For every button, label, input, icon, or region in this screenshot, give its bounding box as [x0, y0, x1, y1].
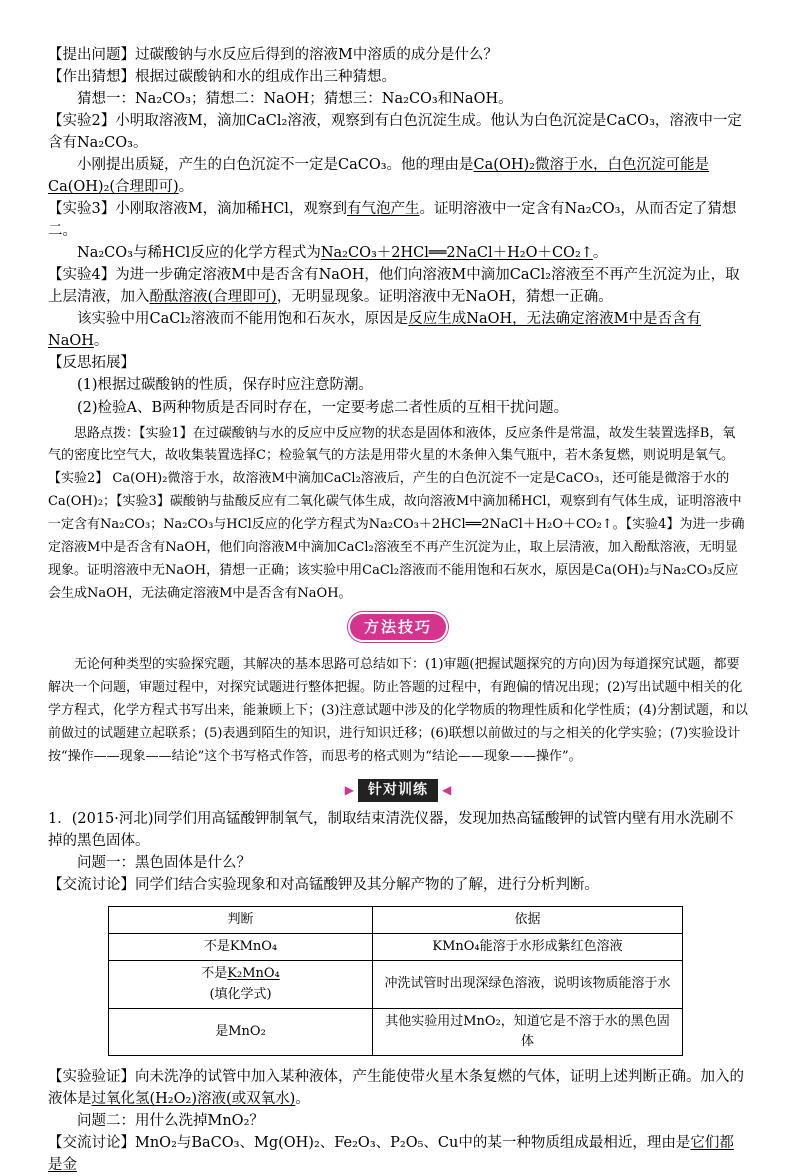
text-line: 【实验2】小明取溶液M，滴加CaCl₂溶液，观察到有白色沉淀生成。他认为白色沉淀是CaCO₃，溶液中一定含有Na₂CO₃。: [48, 113, 742, 152]
text-span: Na₂CO₃与稀HCl反应的化学方程式为: [77, 245, 321, 262]
table-cell: 是MnO₂: [109, 1008, 373, 1055]
text-line: 问题一：黑色固体是什么？: [77, 855, 251, 872]
table-header-row: [109, 907, 683, 934]
method-banner: 方法技巧: [350, 614, 446, 641]
practice-banner-wrap: [48, 779, 748, 802]
answer-blank: K₂MnO₄: [227, 966, 280, 982]
table-cell: 冲洗试管时出现深绿色溶液，说明该物质能溶于水: [373, 961, 683, 1008]
judgement-table: [108, 906, 683, 1056]
method-paragraph: 无论何种类型的实验探究题，其解决的基本思路可总结如下：(1)审题(把握试题探究的方向)因为每道探究试题，都要解决一个问题，审题过程中，对探究试题进行整体把握。防止答题的过程中，有跑偏的情况出现；(2)写出试题中相关的化学方程式，化学方程式书写出来，能兼顾上下；(3)注意试题中涉及的化学物质的物理性质和化学性质；(4)分割试题，和以前做过的试题建立起联系；(5)表遇到陌生的知识，进行知识迁移；(6)联想以前做过的与之相关的化学实验；(7)实验设计按“操作——现象——结论”这个书写格式作答，而思考的格式则为“结论——现象——操作”。: [48, 657, 748, 764]
analysis-paragraph: 思路点拨：【实验1】在过碳酸钠与水的反应中反应物的状态是固体和液体，反应条件是常温，故发生装置选择B，氧气的密度比空气大，故收集装置选择C；检验氧气的方法是用带火星的木条伸入集气瓶中，若木条复燃，则说明是氧气。【实验2】 Ca(OH)₂微溶于水，故溶液M中滴加CaCl₂溶液后，产生的白色沉淀不一定是CaCO₃，还可能是微溶于水的Ca(OH)₂；【实验3】碳酸钠与盐酸反应有二氧化碳气体生成，故向溶液M中滴加稀HCl，观察到有气体生成，证明溶液中一定含有Na₂CO₃；Na₂CO₃与HCl反应的化学方程式为Na₂CO₃＋2HCl══2NaCl＋H₂O＋CO₂↑。【实验4】为进一步确定溶液M中是否含有NaOH，他们向溶液M中滴加CaCl₂溶液至不再产生沉淀为止，取上层清液，加入酚酞溶液，无明显现象。证明溶液中无NaOH，猜想一正确；该实验中用CaCl₂溶液而不能用饱和石灰水，原因是Ca(OH)₂与Na₂CO₃反应会生成NaOH，无法确定溶液M中是否含有NaOH。: [48, 425, 745, 601]
table-row: [109, 1008, 683, 1055]
text-span: ，无明显现象。证明溶液中无NaOH，猜想一正确。: [276, 289, 613, 306]
text-span: 。: [295, 1090, 310, 1107]
text-line: [48, 308, 748, 352]
question-stem: 1．(2015·河北)同学们用高锰酸钾制氧气，制取结束清洗仪器，发现加热高锰酸钾的试管内壁有用水洗刷不掉的黑色固体。: [48, 810, 734, 849]
document-body: [48, 44, 748, 1176]
text-span: (填化学式): [209, 986, 272, 1002]
text-line: [48, 1066, 748, 1110]
answer-blank: Na₂CO₃＋2HCl══2NaCl＋H₂O＋CO₂↑: [320, 245, 593, 262]
text-line: [48, 1132, 748, 1176]
answer-blank: 有气泡产生: [346, 201, 420, 218]
text-span: 。: [178, 179, 194, 196]
text-span: 。: [592, 245, 608, 262]
text-line: (1)根据过碳酸钠的性质，保存时应注意防潮。: [77, 377, 374, 394]
text-line: (2)检验A、B两种物质是否同时存在，一定要考虑二者性质的互相干扰问题。: [77, 399, 569, 416]
table-cell: KMnO₄能溶于水形成紫红色溶液: [373, 934, 683, 961]
text-line: 【提出问题】过碳酸钠与水反应后得到的溶液M中溶质的成分是什么？: [48, 47, 498, 63]
text-line: [48, 264, 748, 308]
table-cell: [109, 961, 373, 1008]
table-header-cell: 判断: [109, 907, 373, 934]
text-span: 【实验验证】向未洗净的试管中加入某种液体，产生能使带火星木条复燃的气体，证明上述判断正确。加入的液体是: [48, 1068, 744, 1107]
answer-blank: 酚酞溶液(合理即可): [149, 289, 277, 306]
text-span: 。: [93, 333, 109, 350]
text-line: 猜想一：Na₂CO₃；猜想二：NaOH；猜想三：Na₂CO₃和NaOH。: [77, 91, 513, 108]
text-line: 【交流讨论】同学们结合实验现象和对高锰酸钾及其分解产物的了解，进行分析判断。: [48, 877, 599, 894]
text-span: 小刚提出质疑，产生的白色沉淀不一定是CaCO₃。他的理由是: [77, 157, 474, 174]
answer-blank: Ca(OH)₂微溶于水，白色沉淀可能是Ca(OH)₂(合理即可): [48, 157, 709, 196]
practice-banner: 针对训练: [358, 779, 438, 802]
text-span: 不是: [201, 966, 228, 982]
text-line: [48, 154, 748, 198]
table-cell: 不是KMnO₄: [109, 934, 373, 961]
text-line: 【作出猜想】根据过碳酸钠和水的组成作出三种猜想。: [48, 69, 396, 86]
table-header-cell: 依据: [373, 907, 683, 934]
text-span: 【实验3】小刚取溶液M，滴加稀HCl，观察到: [48, 201, 347, 218]
table-row: [109, 934, 683, 961]
text-line: 问题二：用什么洗掉MnO₂？: [77, 1113, 264, 1129]
answer-blank: 它们都是金: [48, 1135, 734, 1174]
text-span: 【实验4】为进一步确定溶液M中是否含有NaOH，他们向溶液M中滴加CaCl₂溶液至不再产生沉淀为止，取上层清液，加入: [48, 267, 740, 306]
answer-blank: 过氧化氢(H₂O₂)溶液(或双氧水): [91, 1090, 296, 1107]
text-line: [48, 242, 748, 264]
section-heading: 【反思拓展】: [48, 355, 135, 372]
answer-blank: 反应生成NaOH，无法确定溶液M中是否含有NaOH: [48, 311, 702, 350]
triangle-left-icon: ◀: [442, 782, 452, 797]
table-cell: 其他实验用过MnO₂，知道它是不溶于水的黑色固体: [373, 1008, 683, 1055]
triangle-right-icon: ▶: [344, 782, 354, 797]
text-line: [48, 198, 748, 242]
method-banner-wrap: [48, 614, 748, 641]
text-span: 【交流讨论】MnO₂与BaCO₃、Mg(OH)₂、Fe₂O₃、P₂O₅、Cu中的某一种物质组成最相近，理由是: [48, 1135, 691, 1152]
text-span: 该实验中用CaCl₂溶液而不能用饱和石灰水，原因是: [77, 311, 409, 328]
text-span: 。证明溶液中一定含有Na₂CO₃，从而否定了猜想二。: [48, 201, 737, 240]
table-row: [109, 961, 683, 1008]
